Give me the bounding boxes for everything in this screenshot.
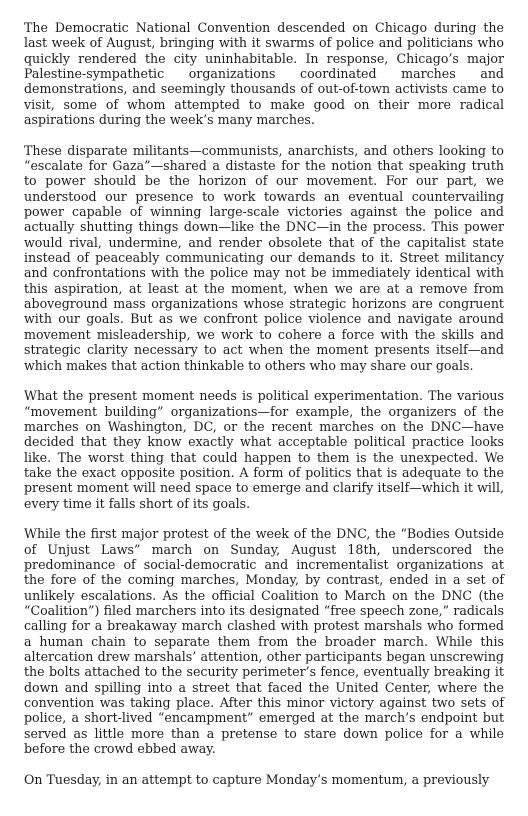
paragraph-2: These disparate militants—communists, anarchists, and others looking to “escalate for Gaza”—shared a distaste for the notion that speaking truth to power should be the horizon of our movement. For our part, we understood our presence to work towards an eventual countervailing power capable of winning large-scale victories against the police and actually shutting things down—like the DNC—in the process. This power would rival, undermine, and render obsolete that of the capitalist state instead of peaceably communicating our demands to it. Street militancy and confrontations with the police may not be immediately identical with this aspiration, at least at the moment, when we are at a remove from aboveground mass organizations whose strategic horizons are congruent with our goals. But as we confront police violence and navigate around movement misleadership, we work to cohere a force with the skills and strategic clarity necessary to act when the moment presents itself—and which makes that action thinkable to others who may share our goals. [24,142,504,373]
article-body [24,20,504,802]
paragraph-1: The Democratic National Convention descended on Chicago during the last week of August, bringing with it swarms of police and politicians who quickly rendered the city uninhabitable. In response, Chicago’s major Palestine-sympathetic organizations coordinated marches and demonstrations, and seemingly thousands of out-of-town activists came to visit, some of whom attempted to make good on their more radical aspirations during the week’s many marches. [24,20,504,128]
paragraph-4: While the first major protest of the week of the DNC, the “Bodies Outside of Unjust Laws” march on Sunday, August 18th, underscored the predominance of social-democratic and incrementalist organizations at the fore of the coming marches, Monday, by contrast, ended in a set of unlikely escalations. As the official Coalition to March on the DNC (the “Coalition”) filed marchers into its designated “free speech zone,” radicals calling for a breakaway march clashed with protest marshals who formed a human chain to separate them from the broader march. While this altercation drew marshals’ attention, other participants began unscrewing the bolts attached to the security perimeter’s fence, eventually breaking it down and spilling into a street that faced the United Center, where the convention was taking place. After this minor victory against two sets of police, a short-lived “encampment” emerged at the march’s endpoint but served as little more than a pretense to stare down police for a while before the crowd ebbed away. [24,526,504,757]
paragraph-5: On Tuesday, in an attempt to capture Monday’s momentum, a previously [24,771,490,787]
paragraph-3: What the present moment needs is political experimentation. The various “movement building” organizations—for example, the organizers of the marches on Washington, DC, or the recent marches on the DNC—have decided that they know exactly what acceptable political practice looks like. The worst thing that could happen to them is the unexpected. We take the exact opposite position. A form of politics that is adequate to the present moment will need space to emerge and clarify itself—which it will, every time it falls short of its goals. [24,388,504,511]
